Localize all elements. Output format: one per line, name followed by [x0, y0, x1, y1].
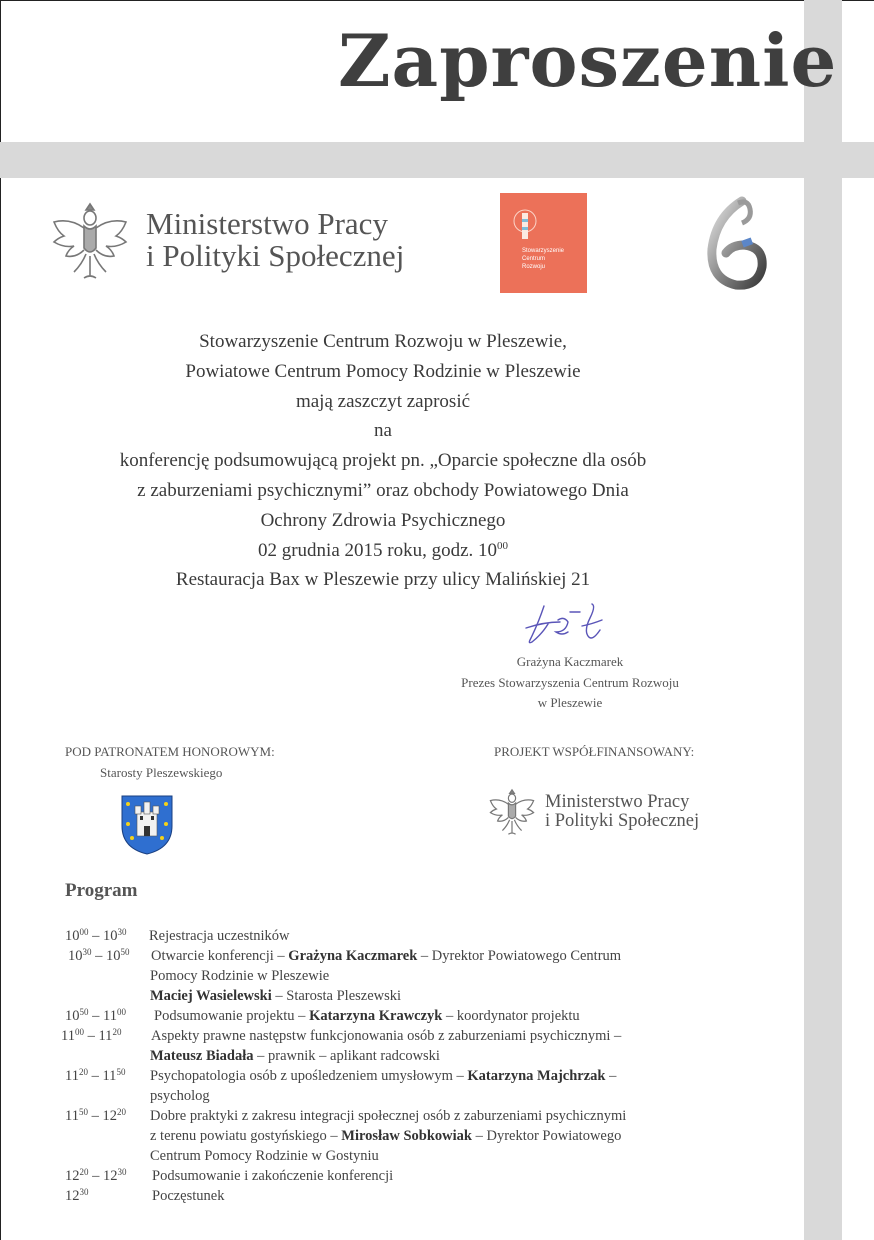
invitation-line: Stowarzyszenie Centrum Rozwoju w Pleszewie,: [199, 331, 567, 352]
invitation-line: Ochrony Zdrowia Psychicznego: [260, 509, 506, 531]
program-row: [0, 1186, 790, 1206]
program-row: [0, 1086, 790, 1106]
program-row: [0, 1066, 790, 1086]
program-time: $11^{00} - 11^{20}$: [61, 1027, 122, 1044]
program-text: Pomocy Rodzinie w Pleszewie: [150, 968, 330, 984]
ministry-logo: [50, 198, 410, 284]
ministry-logo-small: [488, 786, 718, 838]
speaker-name: Mirosław Sobkowiak: [341, 1128, 472, 1144]
ministry-name: Ministerstwo Pracy i Polityki Społecznej: [545, 792, 700, 831]
program-text: Aspekty prawne następstw funkcjonowania osób z zaburzeniami psychicznymi –: [151, 1028, 622, 1044]
patronage-name: Starosty Pleszewskiego: [100, 765, 223, 780]
program-time: $10^{00} - 10^{30}$: [65, 927, 127, 944]
ministry-name: Ministerstwo Pracy i Polityki Społecznej: [146, 206, 405, 273]
speaker-name: Katarzyna Krawczyk: [309, 1008, 443, 1024]
program-text: Maciej Wasielewski – Starosta Pleszewski: [150, 988, 402, 1004]
program-row: [0, 1106, 790, 1126]
program-row: [0, 1026, 790, 1046]
signatory-role: Prezes Stowarzyszenia Centrum Rozwoju: [461, 674, 679, 690]
program-text: Centrum Pomocy Rodzinie w Gostyniu: [150, 1148, 379, 1164]
program-text: Mateusz Biadała – prawnik – aplikant radcowski: [150, 1048, 440, 1064]
program-time: $10^{50} - 11^{00}$: [65, 1007, 126, 1024]
program-text: Otwarcie konferencji – Grażyna Kaczmarek – Dyrektor Powiatowego Centrum: [151, 948, 622, 964]
page-border-top: [0, 0, 874, 1]
program-time: $11^{50} - 12^{20}$: [65, 1107, 126, 1124]
program-row: [0, 1166, 790, 1186]
program-row: [0, 986, 790, 1006]
event-date: 02 grudnia 2015 roku, godz. $10^{00}$: [257, 539, 509, 561]
six-sculpture-logo: [702, 195, 770, 291]
program-row: [0, 966, 790, 986]
page-title: Zaproszenie: [338, 18, 838, 103]
program-text: Poczęstunek: [152, 1188, 225, 1204]
program-text: Podsumowanie i zakończenie konferencji: [152, 1168, 394, 1184]
signatory-block: [420, 652, 720, 714]
program-time: $11^{20} - 11^{50}$: [65, 1067, 126, 1084]
association-logo: [500, 193, 587, 293]
program-row: [0, 1046, 790, 1066]
program-text: Dobre praktyki z zakresu integracji społecznej osób z zaburzeniami psychicznymi: [150, 1108, 627, 1124]
speaker-name: Mateusz Biadała: [150, 1048, 254, 1064]
program-row: [0, 926, 790, 946]
event-venue: Restauracja Bax w Pleszewie przy ulicy Malińskiej 21: [175, 569, 591, 591]
signatory-name: Grażyna Kaczmarek: [516, 654, 624, 669]
program-time: $12^{20} - 12^{30}$: [65, 1167, 127, 1184]
program-text: Rejestracja uczestników: [149, 928, 290, 944]
program-row: [0, 1126, 790, 1146]
program-row: [0, 1146, 790, 1166]
program-text: Podsumowanie projektu – Katarzyna Krawczyk – koordynator projektu: [154, 1008, 580, 1024]
coat-of-arms-icon: [120, 794, 174, 856]
invitation-line: mają zaszczyt zaprosić: [295, 390, 471, 412]
speaker-name: Grażyna Kaczmarek: [288, 948, 418, 964]
speaker-name: Maciej Wasielewski: [150, 988, 272, 1004]
invitation-line: na: [374, 420, 392, 442]
program-heading: Program: [65, 880, 138, 901]
handwritten-signature: [522, 598, 610, 646]
program-time: $10^{30} - 10^{50}$: [68, 947, 130, 964]
program-row: [0, 946, 790, 966]
invitation-line: Powiatowe Centrum Pomocy Rodzinie w Pleszewie: [185, 360, 581, 382]
signatory-place: w Pleszewie: [537, 695, 603, 710]
program-time: $12^{30}$: [65, 1187, 89, 1204]
eagle-emblem-icon: [50, 198, 130, 284]
lighthouse-icon: [510, 207, 540, 245]
program-text: psycholog: [150, 1088, 210, 1104]
speaker-name: Katarzyna Majchrzak: [467, 1068, 606, 1084]
patronage-heading: POD PATRONATEM HONOROWYM:: [65, 744, 275, 759]
program-row: [0, 1006, 790, 1026]
program-list: [0, 926, 790, 1206]
decorative-vertical-bar: [804, 0, 842, 1240]
invitation-text: [60, 327, 706, 595]
program-text: z terenu powiatu gostyńskiego – Mirosław Sobkowiak – Dyrektor Powiatowego: [150, 1128, 622, 1144]
program-text: Psychopatologia osób z upośledzeniem umysłowym – Katarzyna Majchrzak –: [150, 1068, 617, 1084]
cofinancing-heading: PROJEKT WSPÓŁFINANSOWANY:: [494, 744, 695, 759]
eagle-emblem-icon: [488, 786, 536, 838]
invitation-line: konferencję podsumowującą projekt pn. „Oparcie społeczne dla osób: [119, 450, 647, 472]
invitation-line: z zaburzeniami psychicznymi” oraz obchody Powiatowego Dnia: [137, 479, 629, 501]
association-logo-text: Stowarzyszenie Centrum Rozwoju: [522, 248, 565, 270]
decorative-horizontal-bar: [0, 142, 874, 178]
